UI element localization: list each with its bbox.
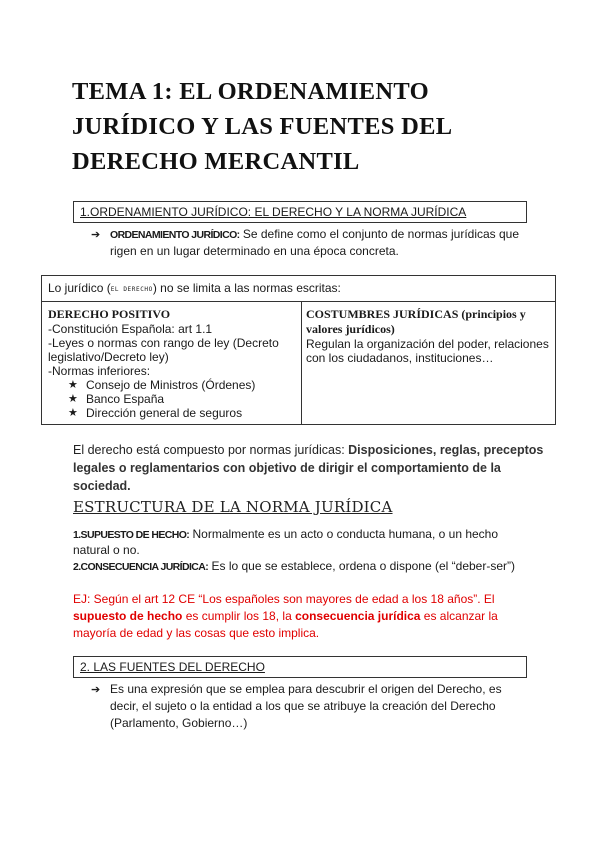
juridico-table [41, 275, 556, 425]
title-line-2: JURÍDICO Y LAS FUENTES DEL [72, 113, 453, 140]
cell-line: -Normas inferiores: [48, 364, 151, 378]
cell-line: Regulan la organización del poder, relaciones [306, 337, 549, 351]
cell-line: con los ciudadanos, instituciones… [306, 351, 494, 365]
costumbres-title-line-1: COSTUMBRES JURÍDICAS (principios y [306, 307, 526, 321]
cell-line: -Leyes o normas con rango de ley (Decreto [48, 336, 279, 350]
star-list-item: ★ Dirección general de seguros [68, 406, 243, 420]
costumbres-cell [306, 307, 554, 365]
star-bullet-icon: ★ [68, 379, 78, 391]
el-derecho-small-text: EL DERECHO [110, 286, 153, 293]
supuesto-line-1: 1.SUPUESTO DE HECHO: Normalmente es un acto o conducta humana, o un hecho [73, 527, 499, 541]
costumbres-title-line-2: valores jurídicos) [306, 322, 395, 336]
arrow-bullet-icon: ➔ [91, 684, 101, 696]
fuentes-paragraph: Es una expresión que se emplea para descubrir el origen del Derecho, es decir, el sujeto o la entidad a los que se atribuye la creación del Derecho (Parlamento, Gobierno…) [110, 682, 502, 730]
definition-line-2: rigen en un lugar determinado en una época concreta. [110, 244, 399, 258]
cell-line: legislativo/Decreto ley) [48, 350, 169, 364]
table-column-divider [301, 301, 302, 424]
derecho-positivo-title: DERECHO POSITIVO [48, 307, 171, 321]
consecuencia-line: 2.CONSECUENCIA JURÍDICA: Es lo que se establece, ordena o dispone (el “deber-ser”) [73, 559, 515, 573]
cell-line: -Constitución Española: art 1.1 [48, 322, 213, 336]
definition-line-1: ORDENAMIENTO JURÍDICO: Se define como el conjunto de normas jurídicas que [110, 227, 520, 241]
star-bullet-icon: ★ [68, 407, 78, 419]
ordenamiento-term: ORDENAMIENTO JURÍDICO: [110, 229, 240, 241]
star-bullet-icon: ★ [68, 393, 78, 405]
title-line-1: TEMA 1: EL ORDENAMIENTO [72, 78, 429, 105]
section-2-heading: 2. LAS FUENTES DEL DERECHO [73, 656, 527, 678]
star-list-item: ★ Banco España [68, 392, 165, 406]
title-line-3: DERECHO MERCANTIL [72, 148, 360, 175]
derecho-positivo-cell [48, 307, 298, 420]
table-header-row: Lo jurídico (EL DERECHO) no se limita a las normas escritas: [42, 276, 555, 302]
derecho-paragraph: El derecho está compuesto por normas jurídicas: Disposiciones, reglas, preceptos legales o reglamentarios con objetivo de dirigir el comportamiento de la sociedad. [73, 443, 544, 493]
section-1-heading: 1.ORDENAMIENTO JURÍDICO: EL DERECHO Y LA NORMA JURÍDICA [73, 201, 527, 223]
page-title [72, 74, 542, 179]
supuesto-line-2: natural o no. [73, 543, 140, 557]
example-paragraph: EJ: Según el art 12 CE “Los españoles son mayores de edad a los 18 años”. El supuesto de hecho es cumplir los 18, la consecuencia jurídica es alcanzar la mayoría de edad y las cosas que esto implica. [73, 592, 498, 640]
arrow-bullet-icon: ➔ [91, 229, 101, 241]
estructura-heading: ESTRUCTURA DE LA NORMA JURÍDICA [73, 498, 393, 516]
star-list-item: ★ Consejo de Ministros (Órdenes) [68, 378, 256, 392]
